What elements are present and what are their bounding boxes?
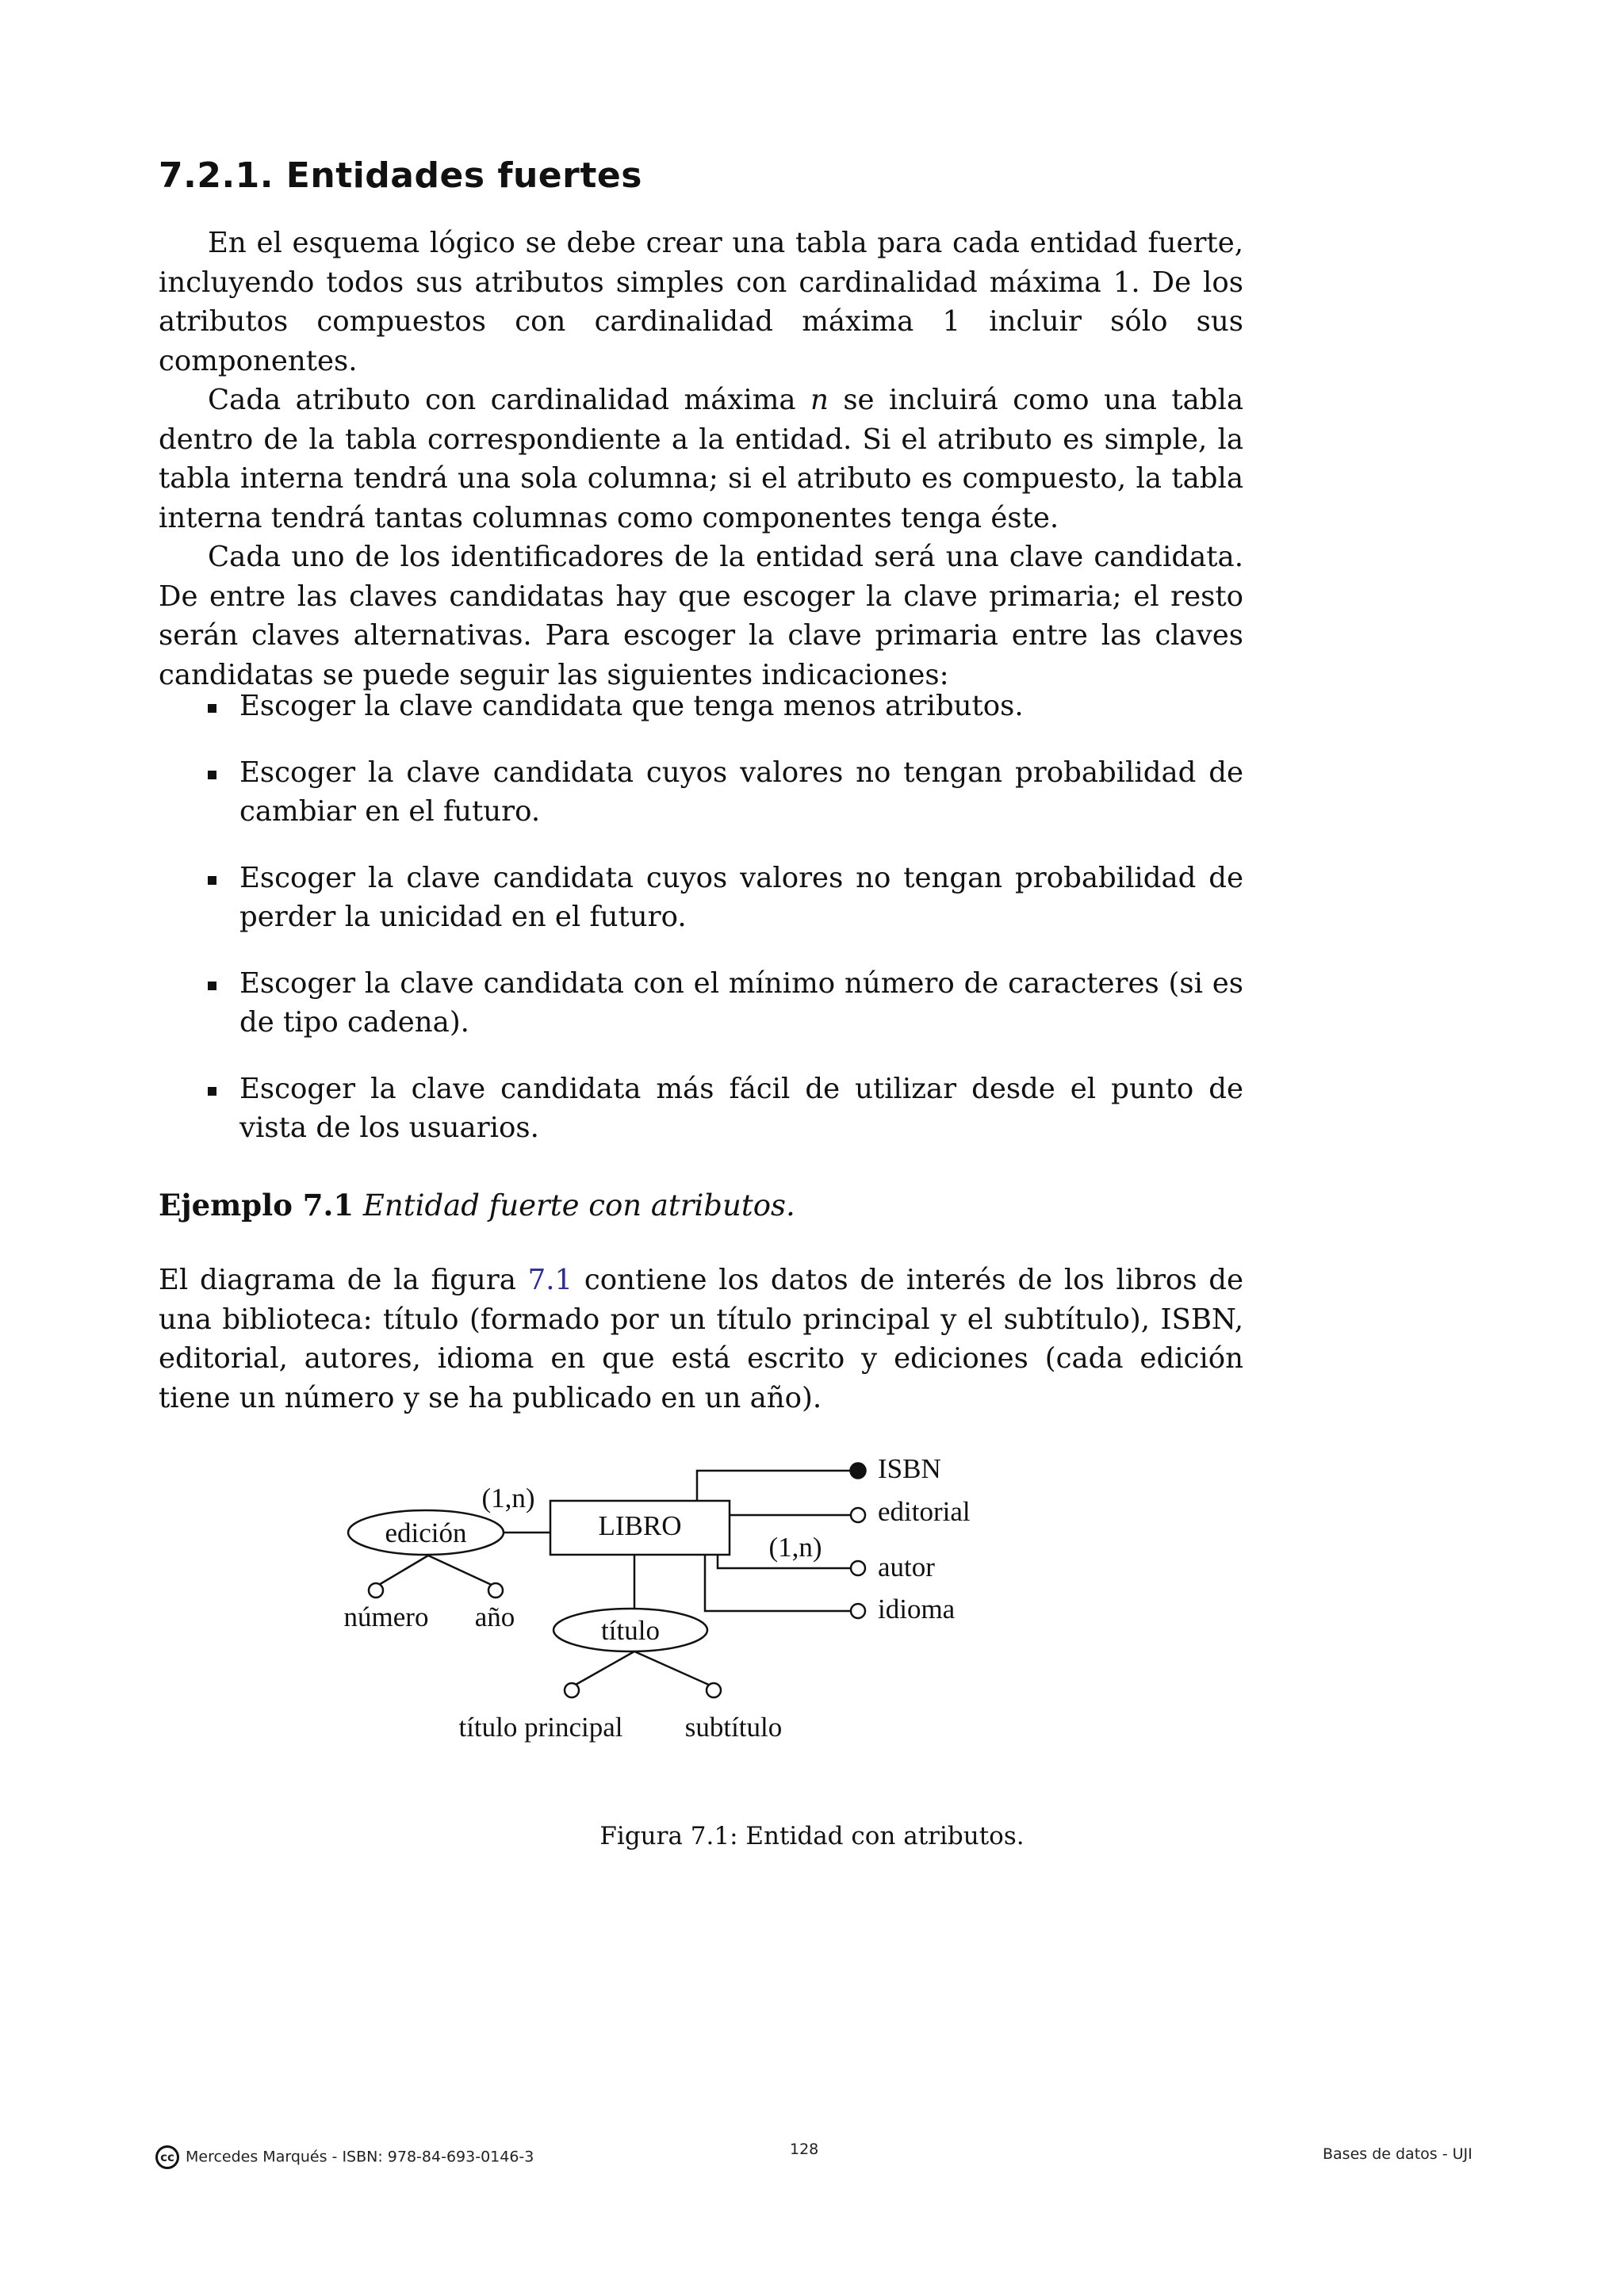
- numero-label: número: [343, 1601, 429, 1632]
- paragraph-2-pre: Cada atributo con cardinalidad máxima: [208, 384, 811, 416]
- edicion-cardinality: (1,n): [481, 1483, 535, 1513]
- edicion-label: edición: [385, 1517, 467, 1548]
- section-heading: 7.2.1. Entidades fuertes: [159, 155, 642, 196]
- list-item-text: Escoger la clave candidata con el mínimo número de caracteres (si es de tipo cadena).: [239, 966, 1243, 1039]
- subtitulo-label: subtítulo: [684, 1712, 783, 1743]
- paragraph-1: En el esquema lógico se debe crear una tabla para cada entidad fuerte, incluyendo todos sus atributos simples con cardinalidad máxima 1. De los atributos compuestos con cardinalidad máxima 1 incluir sólo sus componentes.: [159, 227, 1243, 377]
- list-item-text: Escoger la clave candidata más fácil de utilizar desde el punto de vista de los usuarios.: [239, 1072, 1243, 1144]
- autor-attribute-circle: [851, 1561, 865, 1575]
- numero-attribute-circle: [369, 1583, 383, 1598]
- idioma-label: idioma: [878, 1594, 956, 1624]
- anio-label: año: [474, 1601, 515, 1632]
- example-title: Entidad fuerte con atributos.: [362, 1188, 795, 1223]
- footer-author: Mercedes Marqués - ISBN: 978-84-693-0146-3: [186, 2148, 534, 2166]
- footer-left: [155, 2145, 534, 2169]
- footer-right: Bases de datos - UJI: [1323, 2145, 1473, 2163]
- editorial-attribute-circle: [851, 1508, 865, 1522]
- entity-label: LIBRO: [598, 1510, 682, 1541]
- figure-caption: Figura 7.1: Entidad con atributos.: [599, 1822, 1025, 1850]
- titulo-principal-label: título principal: [458, 1712, 623, 1743]
- list-item-text: Escoger la clave candidata cuyos valores no tengan probabilidad de cambiar en el futuro.: [239, 756, 1243, 828]
- isbn-identifier-circle: [851, 1464, 866, 1479]
- idioma-link: [705, 1555, 851, 1611]
- figure-reference-link[interactable]: 7.1: [527, 1264, 573, 1296]
- autor-cardinality: (1,n): [768, 1532, 822, 1563]
- subtitulo-circle: [707, 1683, 721, 1697]
- idioma-attribute-circle: [851, 1604, 865, 1618]
- list-item-text: Escoger la clave candidata cuyos valores no tengan probabilidad de perder la unicidad en el futuro.: [239, 861, 1243, 933]
- anio-link: [428, 1556, 493, 1586]
- subtitulo-link: [634, 1651, 710, 1686]
- example-text-post: contiene los datos de interés de los libros de una biblioteca: título (formado por un título principal y el subtítulo), ISBN, editorial, autores, idioma en que está escrito y ediciones (cada edición tiene un número y se ha publicado en un año).: [159, 1264, 1243, 1414]
- isbn-label: ISBN: [878, 1453, 941, 1484]
- titulo-principal-circle: [565, 1683, 579, 1697]
- anio-attribute-circle: [488, 1583, 503, 1598]
- list-item-text: Escoger la clave candidata que tenga menos atributos.: [239, 690, 1024, 722]
- paragraph-2-var: n: [810, 384, 829, 416]
- example-label: Ejemplo 7.1: [159, 1188, 354, 1223]
- editorial-label: editorial: [878, 1496, 971, 1527]
- paragraph-3: Cada uno de los identificadores de la entidad será una clave candidata. De entre las claves candidatas hay que escoger la clave primaria; el resto serán claves alternativas. Para escoger la clave primaria entre las claves candidatas se puede seguir las siguientes indicaciones:: [159, 541, 1243, 691]
- page-number: 128: [790, 2141, 819, 2158]
- numero-link: [377, 1556, 428, 1586]
- isbn-link: [697, 1471, 851, 1501]
- paragraph-2-post: se incluirá como una tabla dentro de la tabla correspondiente a la entidad. Si el atributo es simple, la tabla interna tendrá una sola columna; si el atributo es compuesto, la tabla interna tendrá tantas columnas como componentes tenga éste.: [159, 384, 1243, 534]
- titulo-label: título: [601, 1615, 660, 1646]
- example-text-pre: El diagrama de la figura: [159, 1264, 528, 1296]
- autor-label: autor: [878, 1552, 935, 1582]
- creative-commons-icon: cc: [155, 2145, 179, 2169]
- titulo-principal-link: [574, 1651, 634, 1686]
